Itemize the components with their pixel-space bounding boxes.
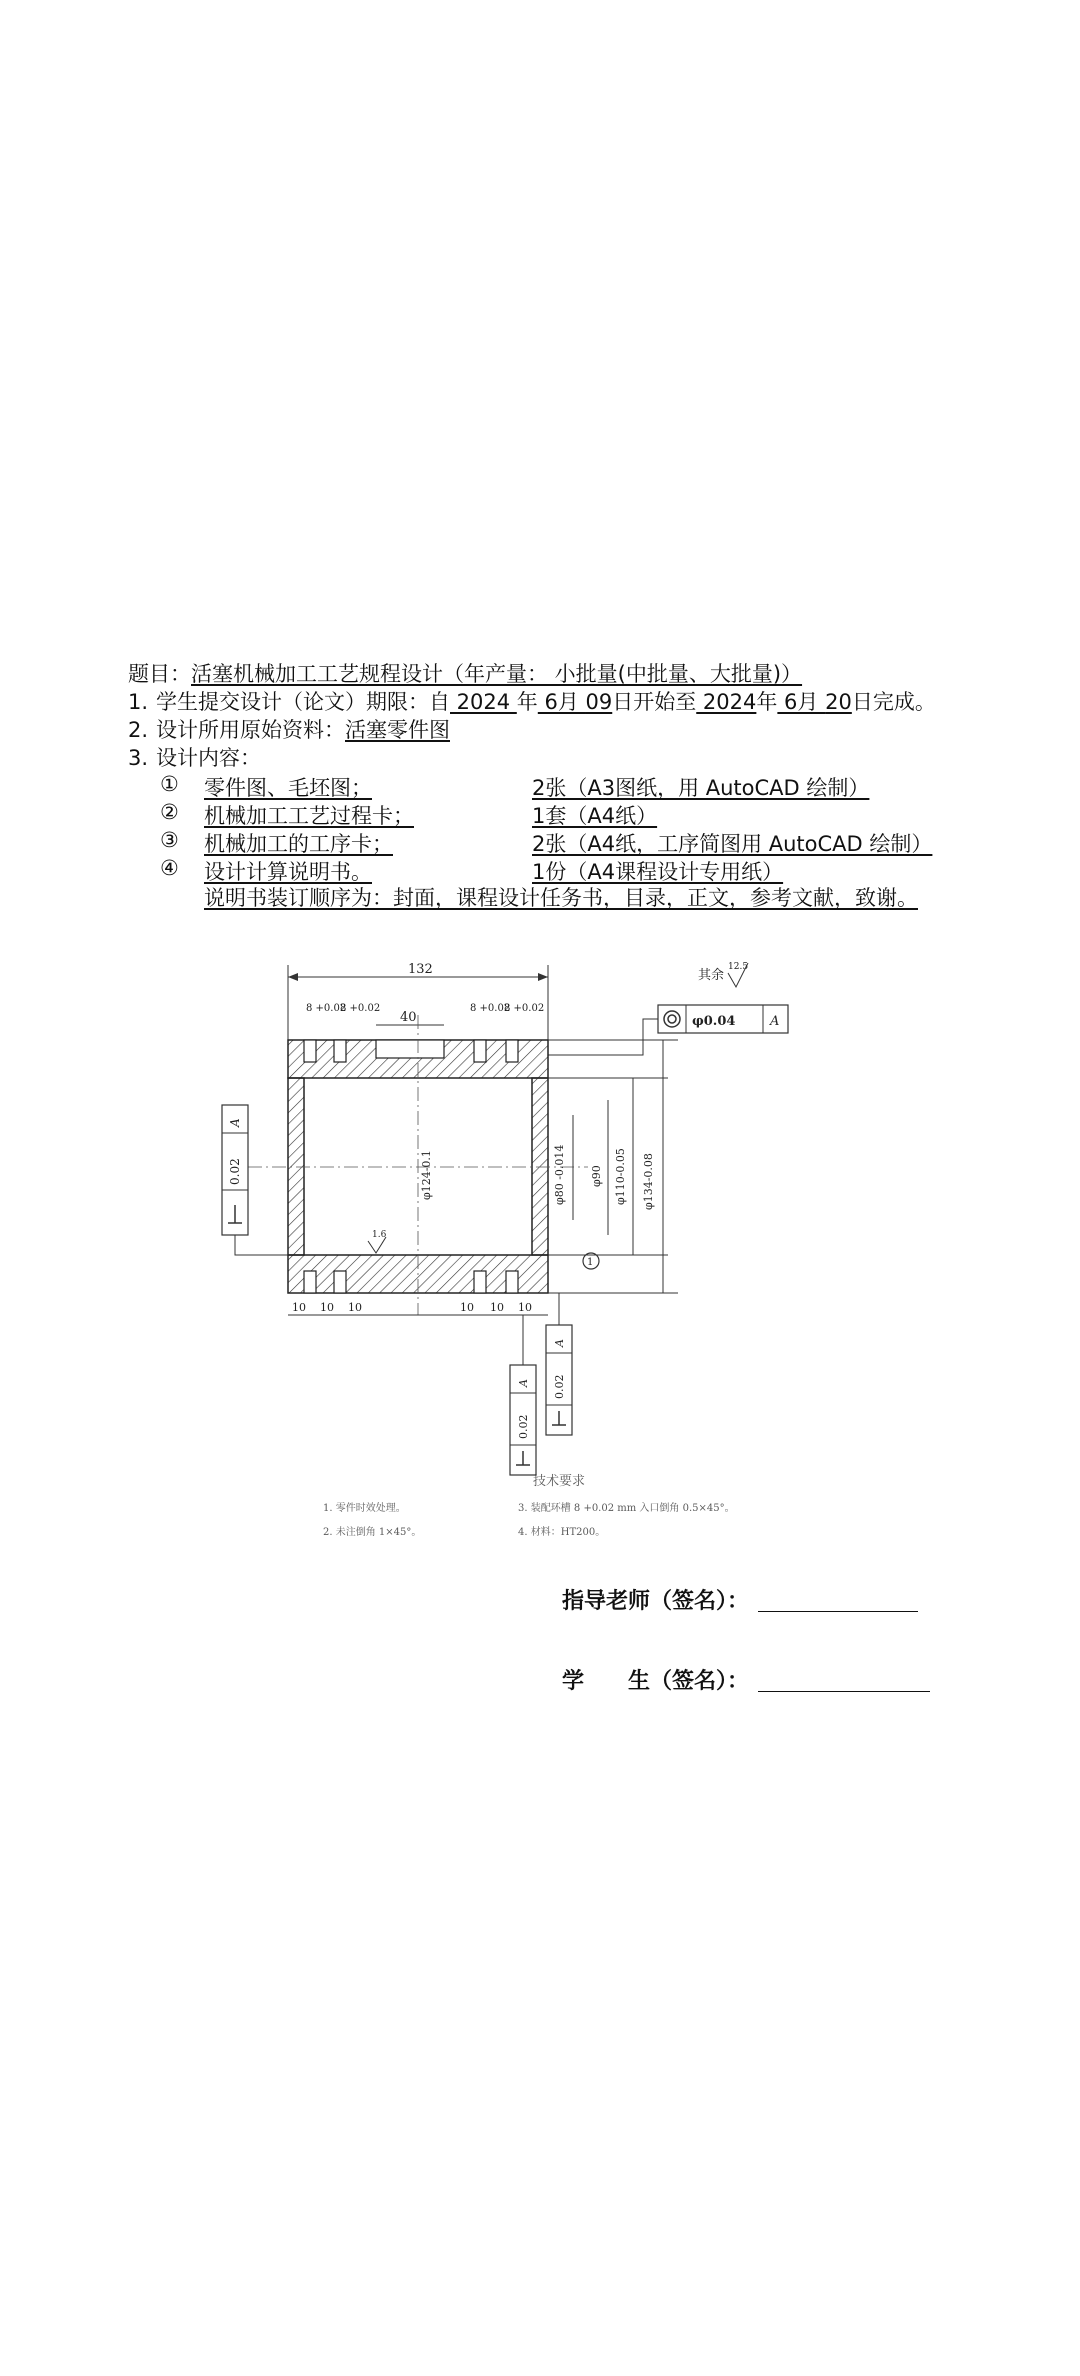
advisor-signature-line[interactable] bbox=[758, 1610, 918, 1612]
callout-label: 1 bbox=[587, 1257, 594, 1268]
perp-b1-tolerance: 0.02 bbox=[517, 1414, 530, 1439]
dia-90-label: φ90 bbox=[590, 1165, 603, 1187]
perp-left-datum: A bbox=[228, 1118, 242, 1127]
perpendicularity-frame-left bbox=[222, 1105, 288, 1255]
list-item-number: ③ bbox=[160, 828, 179, 852]
dia-134-label: φ134-0.08 bbox=[642, 1153, 655, 1210]
end-day: 20 bbox=[825, 690, 852, 714]
item-number: 2. bbox=[128, 718, 149, 742]
content-line bbox=[128, 744, 261, 772]
tech-req-2: 2. 未注倒角 1×45°。 bbox=[323, 1527, 422, 1538]
end-year: 2024 bbox=[696, 690, 757, 714]
tech-req-1: 1. 零件时效处理。 bbox=[323, 1503, 406, 1514]
source-text: 设计所用原始资料： bbox=[156, 718, 345, 742]
list-item-name: 机械加工的工序卡； bbox=[204, 832, 393, 856]
list-item-number: ④ bbox=[160, 856, 179, 880]
coaxiality-frame bbox=[548, 1005, 788, 1055]
topic-line bbox=[128, 660, 802, 688]
list-item-number: ① bbox=[160, 772, 179, 796]
student-signature-line[interactable] bbox=[758, 1690, 930, 1692]
roughness-note: 其余 bbox=[698, 968, 725, 983]
dim-10-label: 10 bbox=[320, 1301, 334, 1314]
start-day: 09 bbox=[585, 690, 613, 714]
dia-80-label: φ80 -0.014 bbox=[553, 1144, 566, 1205]
perpendicularity-frame-bottom-1 bbox=[510, 1315, 536, 1475]
dim-10-label: 10 bbox=[490, 1301, 504, 1314]
dimension-groove-40 bbox=[376, 1010, 444, 1025]
tech-req-4: 4. 材料：HT200。 bbox=[518, 1527, 606, 1538]
perp-b2-tolerance: 0.02 bbox=[553, 1374, 566, 1399]
source-value: 活塞零件图 bbox=[345, 718, 450, 742]
deadline-line bbox=[128, 688, 936, 716]
list-item-name: 机械加工工艺过程卡； bbox=[204, 804, 414, 828]
coaxiality-tolerance: φ0.04 bbox=[692, 1014, 736, 1029]
end-month: 6月 bbox=[777, 690, 826, 714]
coaxiality-datum: A bbox=[770, 1014, 780, 1029]
dim-40-label: 40 bbox=[400, 1010, 417, 1025]
roughness-value: 12.5 bbox=[728, 962, 749, 972]
perpendicularity-frame-bottom-2 bbox=[546, 1293, 572, 1435]
item-number: 3. bbox=[128, 746, 149, 770]
list-item-quantity: 1套（A4纸） bbox=[532, 804, 658, 828]
source-line bbox=[128, 716, 450, 744]
student-signature-label: 学 生（签名）： bbox=[562, 1669, 750, 1694]
list-item-name: 设计计算说明书。 bbox=[204, 860, 372, 884]
deadline-text: 学生提交设计（论文）期限：自 bbox=[156, 690, 450, 714]
list-item-name: 零件图、毛坯图； bbox=[204, 776, 372, 800]
list-item-number: ② bbox=[160, 800, 179, 824]
deadline-text-mid: 日开始至 bbox=[612, 690, 697, 714]
start-month: 6月 bbox=[537, 690, 586, 714]
dim-10-label: 10 bbox=[518, 1301, 532, 1314]
topic-label: 题目： bbox=[128, 662, 191, 686]
roughness-small-value: 1.6 bbox=[372, 1230, 387, 1240]
dim-groove-tol-2: 8 +0.02 bbox=[340, 1003, 381, 1014]
topic-value: 活塞机械加工工艺规程设计（年产量： 小批量(中批量、大批量)） bbox=[191, 662, 803, 686]
dia-124-label: φ124-0.1 bbox=[420, 1150, 433, 1200]
dim-10-label: 10 bbox=[348, 1301, 362, 1314]
dia-110-label: φ110-0.05 bbox=[614, 1148, 627, 1205]
piston-part-drawing bbox=[208, 955, 848, 1545]
tech-title: 技术要求 bbox=[533, 1474, 586, 1489]
list-item-quantity: 2张（A3图纸，用 AutoCAD 绘制） bbox=[532, 776, 870, 800]
deadline-text-end: 日完成。 bbox=[851, 690, 936, 714]
item-number: 1. bbox=[128, 690, 149, 714]
list-item-quantity: 2张（A4纸，工序简图用 AutoCAD 绘制） bbox=[532, 832, 933, 856]
perp-b1-datum: A bbox=[517, 1379, 530, 1387]
binding-note: 说明书装订顺序为：封面，课程设计任务书，目录，正文，参考文献，致谢。 bbox=[204, 886, 918, 910]
part-section bbox=[248, 1015, 588, 1315]
advisor-signature-label: 指导老师（签名）： bbox=[562, 1589, 750, 1614]
dim-10-label: 10 bbox=[292, 1301, 306, 1314]
perp-b2-datum: A bbox=[553, 1339, 566, 1347]
content-text: 设计内容： bbox=[156, 746, 261, 770]
perp-left-tolerance: 0.02 bbox=[228, 1158, 242, 1185]
diameter-dimension-lines bbox=[548, 1040, 678, 1293]
dim-132-label: 132 bbox=[408, 962, 433, 977]
dim-groove-tol-1: 8 +0.02 bbox=[306, 1003, 347, 1014]
dim-groove-tol-4: 8 +0.02 bbox=[504, 1003, 545, 1014]
list-item-quantity: 1份（A4课程设计专用纸） bbox=[532, 860, 784, 884]
start-year: 2024 bbox=[450, 690, 517, 714]
tech-req-3: 3. 装配环槽 8 +0.02 mm 入口倒角 0.5×45°。 bbox=[518, 1503, 735, 1514]
technical-requirements bbox=[323, 1473, 735, 1538]
year-char: 年 bbox=[756, 690, 778, 714]
year-char: 年 bbox=[516, 690, 538, 714]
dim-groove-tol-3: 8 +0.02 bbox=[470, 1003, 511, 1014]
dim-10-label: 10 bbox=[460, 1301, 474, 1314]
